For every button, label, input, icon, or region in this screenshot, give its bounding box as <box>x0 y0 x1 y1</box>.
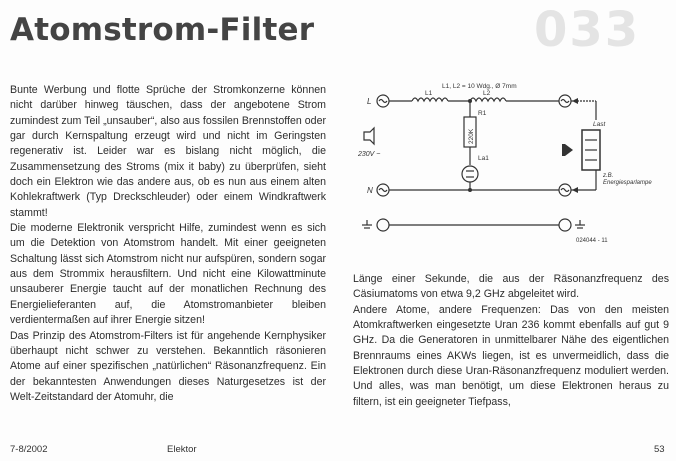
arrow-in-n-icon <box>572 187 578 193</box>
coil-spec-label: L1, L2 = 10 Wdg., Ø 7mm <box>442 83 517 90</box>
l2-label: L2 <box>483 90 491 97</box>
left-column <box>10 83 326 405</box>
footer-date: 7-8/2002 <box>10 444 48 455</box>
project-number: 033 <box>534 2 641 58</box>
load-label: Last <box>593 121 606 128</box>
load-note-1: z.B. <box>603 173 614 179</box>
inductor-l1 <box>412 98 448 101</box>
energy-arrow-icon <box>562 144 573 156</box>
r1-label: R1 <box>478 110 487 117</box>
footer-page-number: 53 <box>654 444 665 455</box>
paragraph: Die moderne Elektronik verspricht Hilfe, zumindest wenn es sich um die Detektion von Atomstrom handelt. Mit einer geeigneten Schaltung lässt sich Atomstrom nicht nur aufspüren, sondern sogar aus dem Strommix herausfiltern. Und nicht eine Kilowattminute unsauberer Energie taucht auf der monatlichen Rechnung des Energielieferanten auf, die Atomstromanbieter bleiben verdientermaßen auf ihrer Energie sitzen! <box>10 222 326 327</box>
plug-icon <box>364 128 374 144</box>
neon-lamp <box>462 166 478 182</box>
footer-magazine: Elektor <box>167 444 197 455</box>
paragraph: Andere Atome, andere Frequenzen: Das von den meisten Atomkraftwerken eingesetzte Uran 236 kommt ebenfalls auf gut 9 GHz. Da die Generatoren in unmittelbarer Nähe des eigentlichen Brennraums eines AKWs liegen, ist es unvermeidlich, dass die Elektronen durch diese Uran-Räsonanzfrequenz moduliert werden. Und alles, was man benötigt, um diese Elektronen heraus zu filtern, ist ein geeigneter Tiefpass, <box>353 303 669 408</box>
paragraph: Länge einer Sekunde, die aus der Räsonanzfrequenz des Cäsiumatoms von etwa 9,2 GHz abgeleitet wird. <box>353 273 669 301</box>
paragraph: Das Prinzip des Atomstrom-Filters ist für angehende Kernphysiker überhaupt nicht schwer zu verstehen. Bekanntlich räsonieren Atome auf einer spezifischen „natürlichen“ Räsonanzfrequenz. Ein der bekanntesten Anwendungen dieses Naturgesetzes ist der Welt-Zeitstandard der Atomuhr, die <box>10 329 326 403</box>
earth-terminal-left-icon <box>377 219 389 231</box>
article-title: Atomstrom-Filter <box>10 12 315 48</box>
inductor-l2 <box>470 98 506 101</box>
figure-id: 024044 - 11 <box>576 238 608 244</box>
ground-right-icon <box>575 220 585 228</box>
paragraph: Bunte Werbung und flotte Sprüche der Stromkonzerne können nicht darüber hinweg täuschen, dass der angebotene Strom zumindest zum Teil „unsauber“, also aus fossilen Brennstoffen oder gar durch Kernspaltung erzeugt wird und nicht im Geringsten regenerativ ist. Leider war es bislang nicht möglich, die Zusammensetzung des Stroms (mix it baby) zu überprüfen, sieht doch ein Elektron wie das andere aus, ob es nun aus einem alten Kohlekraftwerk (Typ Dreckschleuder) oder einem Windkraftwerk stammt! <box>10 84 326 219</box>
load-note-2: Energiesparlampe <box>603 180 652 186</box>
lamp-label: La1 <box>478 155 489 162</box>
voltage-label: 230V ~ <box>358 151 381 158</box>
circuit-schematic <box>340 70 660 270</box>
r1-value: 220K <box>468 128 475 144</box>
arrow-in-l-icon <box>572 98 578 104</box>
neutral-label: N <box>367 186 373 195</box>
earth-terminal-right-icon <box>559 219 571 231</box>
ground-left-icon <box>362 220 372 228</box>
right-column <box>353 272 669 410</box>
line-label: L <box>367 97 372 106</box>
l1-label: L1 <box>425 90 433 97</box>
